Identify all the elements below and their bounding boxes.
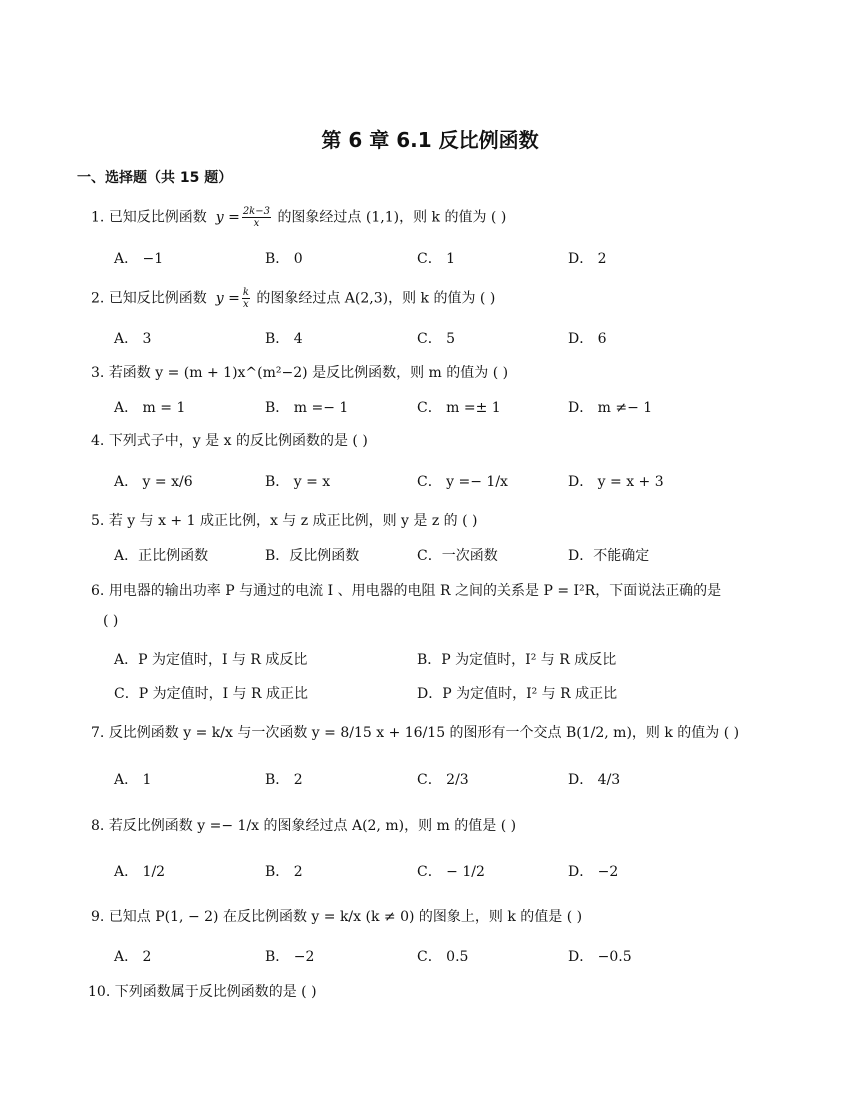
question-9 (91, 906, 582, 926)
question-text-pre: 已知反比例函数 (108, 209, 207, 226)
option-c: C． 1 (417, 251, 456, 267)
option-c: C． 0.5 (417, 949, 469, 965)
question-number: 4. (91, 433, 105, 449)
option-a: A． 1 (114, 772, 152, 788)
option-c: C．P 为定值时，I 与 R 成正比 (114, 686, 309, 702)
option-b: B． 0 (265, 251, 303, 267)
question-6-paren: ( ) (103, 613, 119, 629)
fraction: $\frac{2k-3}{x}$ (242, 206, 270, 229)
option-d: D． −0.5 (568, 949, 632, 965)
question-number: 8. (91, 818, 105, 834)
question-number: 5. (91, 513, 105, 529)
option-c: C．一次函数 (417, 548, 498, 564)
page-title: 第 6 章 6.1 反比例函数 (321, 128, 539, 152)
option-d: D． 2 (568, 251, 607, 267)
option-a: A． 2 (114, 949, 152, 965)
question-4 (91, 430, 368, 450)
question-1: 1. 已知反比例函数 y = $\frac{2k-3}{x}$ 的图象经过点 (1,1)，则 k 的值为 ( ) (91, 206, 507, 229)
question-number: 9. (91, 909, 105, 925)
question-number: 10. (88, 984, 111, 1000)
question-3 (91, 362, 508, 382)
option-d: D． m ≠− 1 (568, 400, 653, 416)
option-d: D． 4/3 (568, 772, 621, 788)
option-a: A．P 为定值时，I 与 R 成反比 (114, 652, 308, 668)
option-b: B． 2 (265, 864, 303, 880)
option-b: B． −2 (265, 949, 315, 965)
question-text: 下列式子中，y 是 x 的反比例函数的是 ( ) (108, 433, 368, 449)
option-c: C． − 1/2 (417, 864, 485, 880)
question-text: 已知点 P(1, − 2) 在反比例函数 y = k/x (k ≠ 0) 的图象上，则 k 的值是 ( ) (108, 909, 583, 925)
option-a: A． y = x/6 (114, 474, 193, 490)
question-text: 若 y 与 x + 1 成正比例，x 与 z 成正比例，则 y 是 z 的 ( ) (108, 513, 478, 529)
option-c: C． 5 (417, 331, 456, 347)
question-2: 2. 已知反比例函数 y = $\frac{k}{x}$ 的图象经过点 A(2,3)，则 k 的值为 ( ) (91, 287, 496, 310)
question-number: 2. (91, 290, 105, 307)
option-a: A．正比例函数 (114, 548, 209, 564)
question-5 (91, 510, 478, 530)
question-10 (88, 981, 317, 1001)
option-d: D．P 为定值时，I² 与 R 成正比 (417, 686, 618, 702)
question-number: 6. (91, 583, 105, 599)
option-a: A． −1 (114, 251, 164, 267)
question-text: 用电器的输出功率 P 与通过的电流 I 、用电器的电阻 R 之间的关系是 P = I²R，下面说法正确的是 (108, 583, 722, 599)
option-a: A． 3 (114, 331, 152, 347)
question-text: 若函数 y = (m + 1)x^(m²−2) 是反比例函数，则 m 的值为 ( ) (108, 365, 509, 381)
question-number: 1. (91, 209, 105, 226)
option-d: D．不能确定 (568, 548, 650, 564)
question-text-pre: 已知反比例函数 (108, 290, 207, 307)
option-b: B． 2 (265, 772, 303, 788)
option-c: C． 2/3 (417, 772, 469, 788)
option-c: C． m =± 1 (417, 400, 501, 416)
option-b: B． 4 (265, 331, 303, 347)
question-number: 7. (91, 725, 105, 741)
fraction: $\frac{k}{x}$ (242, 287, 249, 310)
option-c: C． y =− 1/x (417, 474, 508, 490)
option-d: D． −2 (568, 864, 619, 880)
question-text: 下列函数属于反比例函数的是 ( ) (114, 984, 317, 1000)
option-d: D． y = x + 3 (568, 474, 664, 490)
question-6 (91, 580, 721, 600)
question-text-post: 的图象经过点 A(2,3)，则 k 的值为 ( ) (256, 290, 496, 307)
question-text: 若反比例函数 y =− 1/x 的图象经过点 A(2, m)，则 m 的值是 ( ) (108, 818, 517, 834)
option-b: B． y = x (265, 474, 331, 490)
option-a: A． 1/2 (114, 864, 166, 880)
option-a: A． m = 1 (114, 400, 186, 416)
question-number: 3. (91, 365, 105, 381)
question-text-post: 的图象经过点 (1,1)，则 k 的值为 ( ) (277, 209, 507, 226)
question-8 (91, 815, 516, 835)
option-b: B．P 为定值时，I² 与 R 成反比 (417, 652, 617, 668)
option-b: B． m =− 1 (265, 400, 349, 416)
option-b: B．反比例函数 (265, 548, 360, 564)
question-text: 反比例函数 y = k/x 与一次函数 y = 8/15 x + 16/15 的图形有一个交点 B(1/2, m)，则 k 的值为 ( ) (108, 725, 740, 741)
option-d: D． 6 (568, 331, 607, 347)
question-7 (91, 722, 739, 742)
section-heading: 一、选择题（共 15 题） (77, 170, 233, 186)
